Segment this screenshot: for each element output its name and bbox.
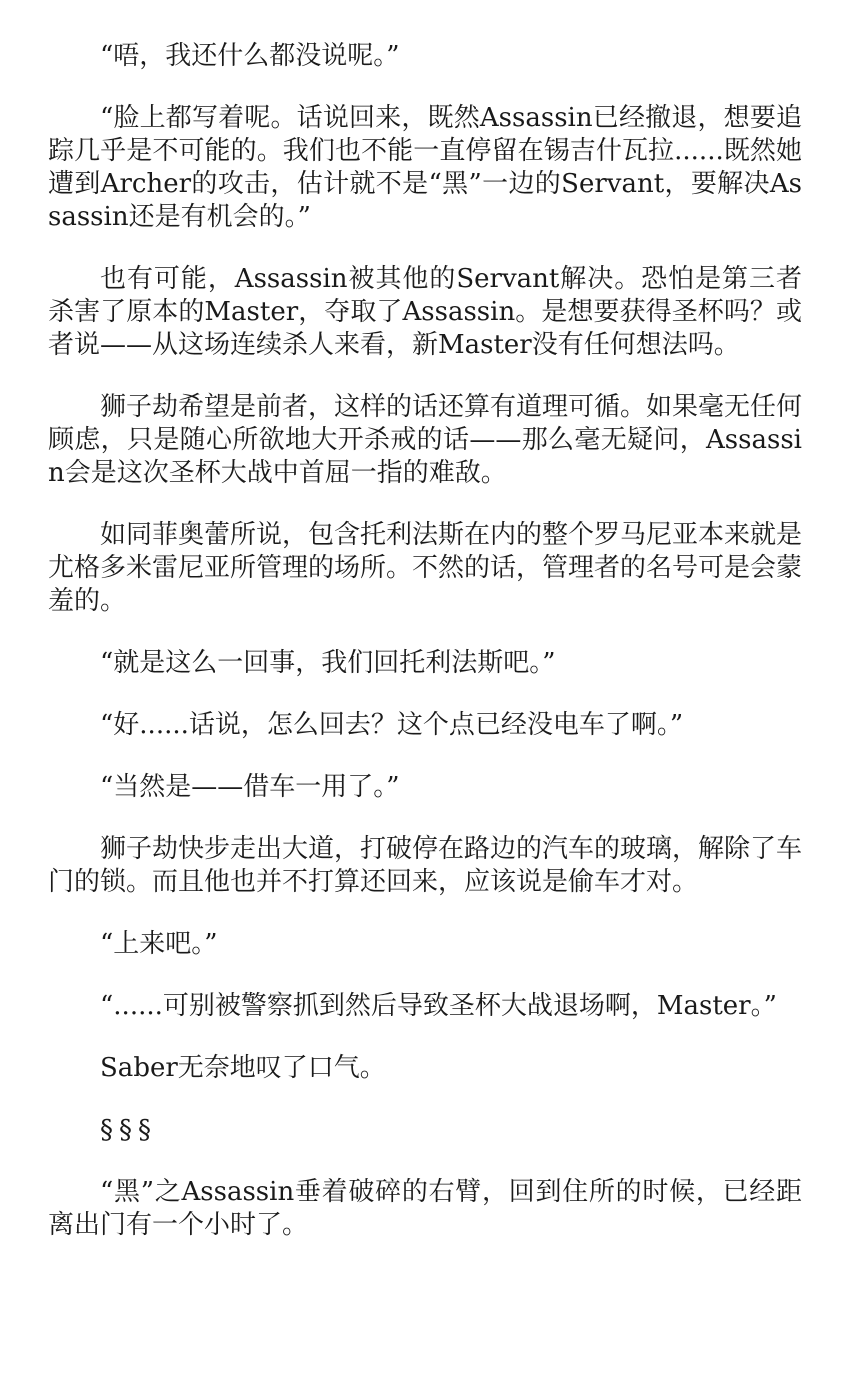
paragraph-10: “上来吧。”	[100, 929, 218, 959]
paragraph-6: “就是这么一回事，我们回托利法斯吧。”	[100, 648, 556, 678]
paragraph-5: 如同菲奥蕾所说，包含托利法斯在内的整个罗马尼亚本来就是尤格多米雷尼亚所管理的场所。不然的话，管理者的名号可是会蒙羞的。	[48, 520, 803, 616]
paragraph-3: 也有可能，Assassin被其他的Servant解决。恐怕是第三者杀害了原本的Master，夺取了Assassin。是想要获得圣杯吗？或者说——从这场连续杀人来看，新Master没有任何想法吗。	[48, 264, 802, 360]
paragraph-12: Saber无奈地叹了口气。	[100, 1053, 386, 1083]
paragraph-13: “黑”之Assassin垂着破碎的右臂，回到住所的时候，已经距离出门有一个小时了。	[48, 1177, 802, 1240]
paragraph-11: “......可别被警察抓到然后导致圣杯大战退场啊，Master。”	[100, 991, 777, 1021]
section-separator: §§§	[100, 1115, 157, 1145]
paragraph-2: “脸上都写着呢。话说回来，既然Assassin已经撤退，想要追踪几乎是不可能的。我们也不能一直停留在锡吉什瓦拉......既然她遭到Archer的攻击，估计就不是“黑”一边的Servant，要解决Assassin还是有机会的。”	[48, 103, 802, 232]
paragraph-1: “唔，我还什么都没说呢。”	[100, 41, 400, 71]
paragraph-8: “当然是——借车一用了。”	[100, 772, 400, 802]
paragraph-9: 狮子劫快步走出大道，打破停在路边的汽车的玻璃，解除了车门的锁。而且他也并不打算还回来，应该说是偷车才对。	[48, 834, 803, 897]
paragraph-7: “好......话说，怎么回去？这个点已经没电车了啊。”	[100, 710, 684, 740]
paragraph-4: 狮子劫希望是前者，这样的话还算有道理可循。如果毫无任何顾虑，只是随心所欲地大开杀戒的话——那么毫无疑问，Assassin会是这次圣杯大战中首屈一指的难敌。	[48, 392, 803, 488]
